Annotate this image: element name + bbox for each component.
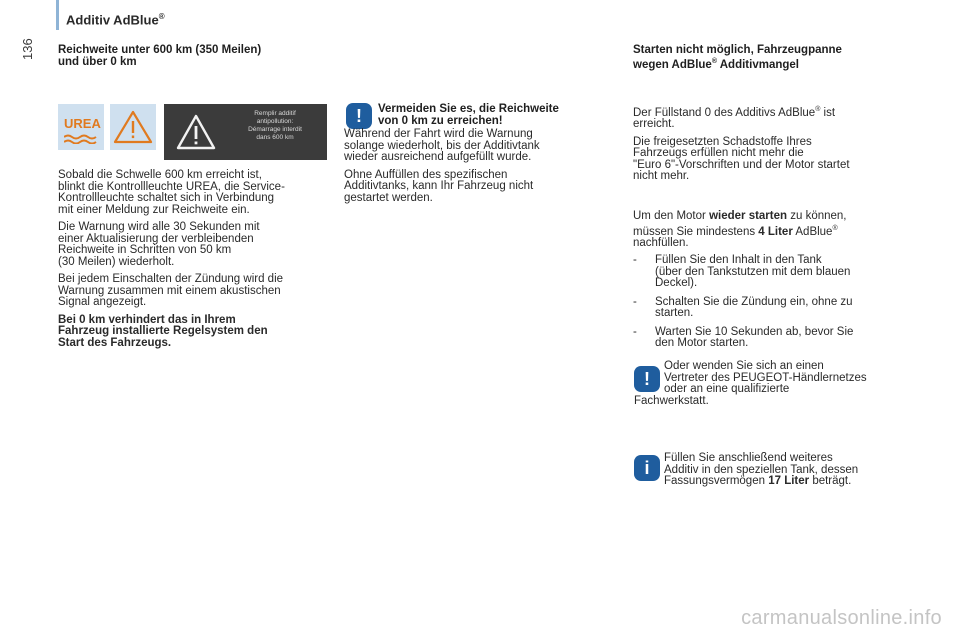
- urea-warning-lamp: [58, 104, 104, 150]
- restart-steps-list: [633, 255, 913, 350]
- warning-badge-icon: !: [346, 103, 372, 129]
- section-heading-no-start: Starten nicht möglich, Fahrzeugpanne wegen AdBlue® Additivmangel: [633, 44, 842, 71]
- page-number: 136: [20, 38, 35, 60]
- paragraph: Bei jedem Einschalten der Zündung wird die Warnung zusammen mit einem akustischen Signal angezeigt.: [58, 273, 284, 308]
- watermark-text: carmanualsonline.info: [741, 607, 942, 629]
- warning-badge-icon: !: [634, 366, 660, 392]
- paragraph: Sobald die Schwelle 600 km erreicht ist, blinkt die Kontrollleuchte UREA, die Service- Kontrollleuchte schaltet sich in Verbindung mit einer Meldung zur Reichweite ein.: [58, 169, 285, 216]
- paragraph: Die Warnung wird alle 30 Sekunden mit einer Aktualisierung der verbleibenden Reichweite in Schritten von 50 km (30 Meilen) wiederholt.: [58, 221, 260, 268]
- dashboard-message: Remplir additif antipollution: Démarrage interdit dans 600 km: [248, 110, 302, 141]
- section-heading-range: Reichweite unter 600 km (350 Meilen) und über 0 km: [58, 44, 262, 68]
- paragraph: Die freigesetzten Schadstoffe Ihres Fahrzeugs erfüllen nicht mehr die "Euro 6"-Vorschriften und der Motor startet nicht mehr.: [633, 135, 850, 183]
- dashboard-display: [164, 104, 327, 160]
- info-badge-icon: i: [634, 455, 660, 481]
- paragraph: Ohne Auffüllen des spezifischen Additivtanks, kann Ihr Fahrzeug nicht gestartet werden.: [344, 168, 534, 204]
- paragraph: Der Füllstand 0 des Additivs AdBlue® ist erreicht.: [633, 106, 836, 131]
- paragraph: Während der Fahrt wird die Warnung solange wiederholt, bis der Additivtank wieder ausreichend aufgefüllt wurde.: [344, 128, 540, 163]
- list-item: - Schalten Sie die Zündung ein, ohne zu starten.: [633, 295, 853, 320]
- col2-body: [344, 129, 596, 210]
- col3-body-top: [633, 104, 913, 189]
- urea-label: UREA: [64, 116, 101, 131]
- side-accent-line: [56, 0, 59, 30]
- page-header: Additiv AdBlue®: [66, 12, 165, 28]
- warning-note-top: Oder wenden Sie sich an einen Vertreter des PEUGEOT-Händlernetzes oder an eine qualifizierte: [664, 360, 867, 395]
- urea-wave-icon: [64, 134, 98, 144]
- warning-triangle-icon: [110, 104, 156, 150]
- col3-body-restart: [633, 211, 913, 357]
- list-item: - Füllen Sie den Inhalt in den Tank (über den Tankstutzen mit dem blauen Deckel).: [633, 254, 851, 290]
- warning-heading: Vermeiden Sie es, die Reichweite von 0 km zu erreichen!: [378, 103, 559, 127]
- paragraph-bold: Bei 0 km verhindert das in Ihrem Fahrzeug installierte Regelsystem den Start des Fahrzeugs.: [58, 313, 268, 349]
- col1-body: [58, 170, 330, 355]
- warning-note-bottom: Fachwerkstatt.: [634, 395, 709, 407]
- service-warning-lamp: [110, 104, 156, 150]
- paragraph: Um den Motor wieder starten zu können, müssen Sie mindestens 4 Liter AdBlue® nachfüllen.: [633, 210, 847, 249]
- info-note: Füllen Sie anschließend weiteres Additiv in den speziellen Tank, dessen Fassungsvermögen 17 Liter beträgt.: [664, 452, 859, 487]
- warning-triangle-icon: [168, 104, 224, 160]
- list-item: - Warten Sie 10 Sekunden ab, bevor Sie den Motor starten.: [633, 325, 854, 350]
